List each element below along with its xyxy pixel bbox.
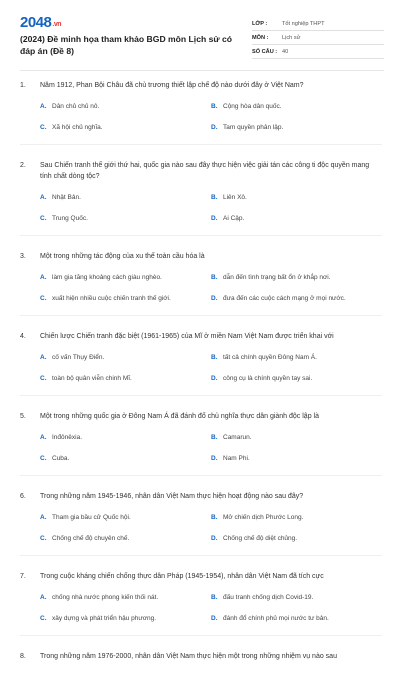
question-body: Một trong những tác động của xu thế toàn cầu hóa là — [40, 253, 205, 260]
answer-option[interactable] — [40, 374, 211, 383]
answer-option[interactable] — [211, 123, 382, 132]
option-letter: C. — [40, 295, 47, 302]
option-text: dẫn đến tình trạng bất ổn ở khắp nơi. — [223, 274, 331, 281]
question-item — [20, 491, 382, 556]
option-text: Chống chế độ chuyên chế. — [52, 535, 130, 542]
option-text: Camarun. — [223, 434, 252, 441]
option-letter: A. — [40, 434, 47, 441]
option-letter: C. — [40, 535, 47, 542]
option-letter: A. — [40, 594, 47, 601]
question-divider — [20, 555, 382, 556]
option-text: Tham gia bầu cử Quốc hội. — [52, 514, 131, 521]
option-letter: C. — [40, 615, 47, 622]
option-text: Trung Quốc. — [52, 215, 88, 222]
answer-option[interactable] — [211, 433, 382, 442]
question-text — [20, 651, 382, 662]
answer-option[interactable] — [211, 273, 382, 282]
answer-option[interactable] — [211, 102, 382, 111]
option-letter: A. — [40, 274, 47, 281]
option-letter: D. — [211, 375, 218, 382]
answer-option[interactable] — [40, 214, 211, 223]
question-number: 3. — [20, 253, 26, 260]
option-letter: C. — [40, 375, 47, 382]
answer-options — [20, 102, 382, 132]
answer-option[interactable] — [40, 513, 211, 522]
question-item — [20, 651, 382, 662]
option-text: tất cả chính quyền Đông Nam Á. — [223, 354, 317, 361]
option-text: xuất hiện nhiều cuộc chiến tranh thế giới. — [52, 295, 171, 302]
question-item — [20, 80, 382, 145]
option-letter: B. — [211, 194, 218, 201]
question-text — [20, 411, 382, 422]
question-text — [20, 160, 382, 182]
document-header — [20, 14, 384, 62]
question-body: Một trong những quốc gia ở Đông Nam Á đã đánh đổ chủ nghĩa thực dân giành độc lập là — [40, 413, 319, 420]
meta-label: LỚP : — [252, 20, 268, 27]
answer-option[interactable] — [211, 214, 382, 223]
answer-option[interactable] — [211, 534, 382, 543]
question-body: Chiến lược Chiến tranh đặc biệt (1961-1965) của Mĩ ở miền Nam Việt Nam được triển khai với — [40, 333, 334, 340]
question-body: Trong những năm 1945-1946, nhân dân Việt Nam thực hiện hoạt động nào sau đây? — [40, 493, 304, 500]
option-text: Tam quyền phân lập. — [223, 124, 284, 131]
question-text — [20, 251, 382, 262]
answer-option[interactable] — [40, 193, 211, 202]
option-letter: B. — [211, 594, 218, 601]
header-divider — [20, 70, 384, 71]
option-letter: B. — [211, 274, 218, 281]
question-divider — [20, 315, 382, 316]
question-body: Trong những năm 1976-2000, nhân dân Việt Nam thực hiện một trong những nhiệm vụ nào sau — [40, 653, 337, 660]
question-item — [20, 571, 382, 636]
answer-option[interactable] — [40, 273, 211, 282]
answer-options — [20, 353, 382, 383]
option-text: làm gia tăng khoảng cách giàu nghèo. — [52, 274, 162, 281]
option-letter: D. — [211, 215, 218, 222]
question-text — [20, 571, 382, 582]
answer-option[interactable] — [40, 353, 211, 362]
option-text: Xã hội chủ nghĩa. — [52, 124, 103, 131]
meta-row-subject — [252, 31, 384, 45]
question-divider — [20, 635, 382, 636]
option-letter: C. — [40, 215, 47, 222]
answer-option[interactable] — [211, 513, 382, 522]
option-text: Chống chế độ diệt chủng. — [223, 535, 298, 542]
answer-option[interactable] — [211, 374, 382, 383]
option-text: chống nhà nước phong kiến thối nát. — [52, 594, 159, 601]
question-item — [20, 251, 382, 316]
site-logo[interactable]: 2048.vn — [20, 14, 61, 31]
answer-options — [20, 273, 382, 303]
option-text: Ai Cập. — [223, 215, 245, 222]
answer-options — [20, 593, 382, 623]
option-text: Cộng hòa dân quốc. — [223, 103, 282, 110]
exam-meta — [252, 17, 384, 59]
question-body: Trong cuộc kháng chiến chống thực dân Pháp (1945-1954), nhân dân Việt Nam đã tích cực — [40, 573, 324, 580]
answer-option[interactable] — [40, 454, 211, 463]
answer-option[interactable] — [40, 102, 211, 111]
option-text: Cuba. — [52, 455, 70, 462]
option-letter: C. — [40, 124, 47, 131]
answer-options — [20, 193, 382, 223]
question-text — [20, 331, 382, 342]
option-text: đánh đổ chính phủ mọi nước tư bản. — [223, 615, 329, 622]
question-number: 5. — [20, 413, 26, 420]
answer-option[interactable] — [40, 614, 211, 623]
answer-option[interactable] — [40, 294, 211, 303]
answer-option[interactable] — [211, 593, 382, 602]
option-letter: D. — [211, 535, 218, 542]
question-body: Sau Chiến tranh thế giới thứ hai, quốc gia nào sau đây thực hiện việc giải tán các công ti độc quyền mang tính chất dòng tộc? — [40, 162, 370, 180]
question-text — [20, 491, 382, 502]
question-item — [20, 331, 382, 396]
option-letter: A. — [40, 103, 47, 110]
option-letter: A. — [40, 354, 47, 361]
option-text: Inđônêxia. — [52, 434, 82, 441]
meta-value: Tốt nghiệp THPT — [282, 20, 325, 27]
option-letter: D. — [211, 455, 218, 462]
answer-option[interactable] — [211, 353, 382, 362]
meta-label: SỐ CÂU : — [252, 48, 278, 55]
meta-label: MÔN : — [252, 34, 269, 41]
answer-option[interactable] — [211, 294, 382, 303]
option-letter: A. — [40, 514, 47, 521]
option-text: công cụ là chính quyền tay sai. — [223, 375, 313, 382]
question-number: 6. — [20, 493, 26, 500]
option-text: xây dựng và phát triển hậu phương. — [52, 615, 157, 622]
answer-option[interactable] — [40, 123, 211, 132]
question-list — [20, 80, 382, 677]
question-number: 2. — [20, 162, 26, 169]
question-divider — [20, 235, 382, 236]
option-text: toàn bộ quân viễn chinh Mĩ. — [52, 375, 132, 382]
answer-option[interactable] — [40, 593, 211, 602]
option-letter: C. — [40, 455, 47, 462]
answer-options — [20, 433, 382, 463]
option-letter: D. — [211, 615, 218, 622]
answer-option[interactable] — [40, 433, 211, 442]
answer-option[interactable] — [40, 534, 211, 543]
option-text: Mở chiến dịch Phước Long. — [223, 514, 304, 521]
meta-row-count — [252, 45, 384, 59]
option-text: đấu tranh chống dịch Covid-19. — [223, 594, 314, 601]
question-divider — [20, 395, 382, 396]
question-body: Năm 1912, Phan Bội Châu đã chủ trương thiết lập chế độ nào dưới đây ở Việt Nam? — [40, 82, 304, 89]
option-letter: D. — [211, 295, 218, 302]
question-number: 1. — [20, 82, 26, 89]
question-number: 4. — [20, 333, 26, 340]
option-letter: B. — [211, 354, 218, 361]
question-item — [20, 160, 382, 236]
meta-value: 40 — [282, 48, 289, 55]
option-text: Dân chủ chủ nô. — [52, 103, 100, 110]
meta-value: Lịch sử — [282, 34, 301, 41]
answer-option[interactable] — [211, 614, 382, 623]
option-text: Nhật Bản. — [52, 194, 81, 201]
meta-row-class — [252, 17, 384, 31]
answer-options — [20, 513, 382, 543]
question-number: 8. — [20, 653, 26, 660]
option-text: đưa đến các cuộc cách mạng ở mọi nước. — [223, 295, 346, 302]
option-text: Nam Phi. — [223, 455, 250, 462]
question-divider — [20, 144, 382, 145]
option-text: Liên Xô. — [223, 194, 247, 201]
option-text: cố vấn Thụy Điển. — [52, 354, 105, 361]
question-text — [20, 80, 382, 91]
option-letter: B. — [211, 514, 218, 521]
option-letter: B. — [211, 434, 218, 441]
answer-option[interactable] — [211, 193, 382, 202]
option-letter: A. — [40, 194, 47, 201]
option-letter: D. — [211, 124, 218, 131]
page-title: (2024) Đề minh họa tham khảo BGD môn Lịch sử có đáp án (Đề 8) — [20, 34, 233, 56]
question-divider — [20, 475, 382, 476]
answer-option[interactable] — [211, 454, 382, 463]
option-letter: B. — [211, 103, 218, 110]
question-number: 7. — [20, 573, 26, 580]
question-item — [20, 411, 382, 476]
